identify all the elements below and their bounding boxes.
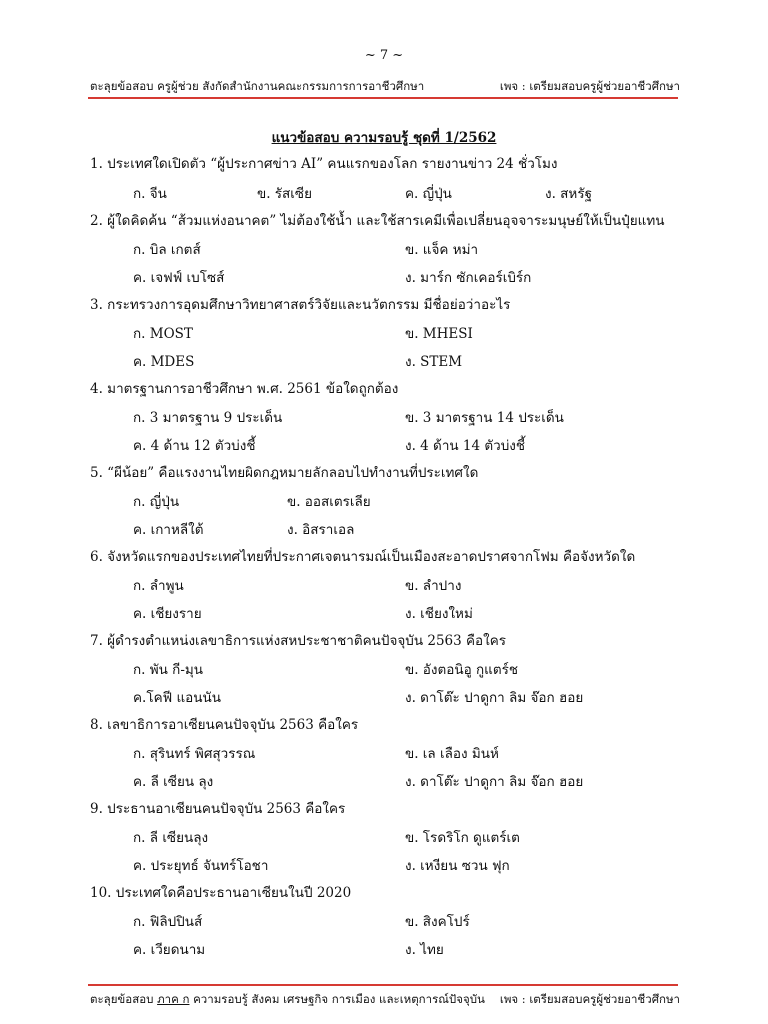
answer-option: ข. อังตอนิอู กูแตร์ช	[405, 662, 519, 678]
question-text: 5. “ผีน้อย” คือแรงงานไทยผิดกฎหมายลักลอบไปทำงานที่ประเทศใด	[90, 465, 479, 481]
answer-option: ง. มาร์ก ซักเคอร์เบิร์ก	[405, 270, 532, 286]
question-text: 8. เลขาธิการอาเซียนคนปัจจุบัน 2563 คือใคร	[90, 717, 359, 733]
question-text: 3. กระทรวงการอุดมศึกษาวิทยาศาสตร์วิจัยและนวัตกรรม มีชื่อย่อว่าอะไร	[90, 297, 511, 313]
question-text: 6. จังหวัดแรกของประเทศไทยที่ประกาศเจตนารมณ์เป็นเมืองสะอาดปราศจากโฟม คือจังหวัดใด	[90, 549, 636, 565]
answer-option: ก. จีน	[133, 186, 167, 202]
answer-option: ข. สิงคโปร์	[405, 914, 470, 930]
answer-option: ก. ฟิลิปปินส์	[133, 914, 203, 930]
footer-suffix: ความรอบรู้ สังคม เศรษฐกิจ การเมือง และเหตุการณ์ปัจจุบัน	[189, 992, 485, 1006]
answer-option: ค.โคฟี แอนนัน	[133, 690, 221, 706]
header-left-text: ตะลุยข้อสอบ ครูผู้ช่วย สังกัดสำนักงานคณะกรรมการการอาชีวศึกษา	[90, 79, 425, 93]
answer-option: ง. เชียงใหม่	[405, 606, 473, 622]
footer-part-label: ภาค ก	[157, 992, 190, 1006]
answer-option: ง. ไทย	[405, 942, 444, 958]
answer-option: ก. ญี่ปุ่น	[133, 494, 180, 510]
question-text: 9. ประธานอาเซียนคนปัจจุบัน 2563 คือใคร	[90, 801, 346, 817]
answer-option: ค. เชียงราย	[133, 606, 202, 622]
answer-option: ก. สุรินทร์ พิศสุวรรณ	[133, 746, 256, 762]
answer-option: ง. 4 ด้าน 14 ตัวบ่งชี้	[405, 438, 526, 454]
answer-option: ข. โรดริโก ดูแตร์เต	[405, 830, 520, 846]
answer-option: ข. MHESI	[405, 326, 473, 342]
answer-option: ง. อิสราเอล	[287, 522, 355, 538]
answer-option: ก. บิล เกตส์	[133, 242, 201, 258]
answer-option: ค. เวียดนาม	[133, 942, 206, 958]
answer-option: ข. ลำปาง	[405, 578, 462, 594]
answer-option: ง. ดาโต๊ะ ปาดูกา ลิม จ๊อก ฮอย	[405, 774, 584, 790]
answer-option: ก. ลำพูน	[133, 578, 184, 594]
header-right-text: เพจ : เตรียมสอบครูผู้ช่วยอาชีวศึกษา	[499, 79, 680, 93]
answer-option: ข. เล เลือง มินห์	[405, 746, 499, 762]
question-text: 10. ประเทศใดคือประธานอาเซียนในปี 2020	[90, 885, 352, 901]
answer-option: ข. รัสเซีย	[257, 186, 312, 202]
answer-option: ค. เจฟฟ์ เบโซส์	[133, 270, 225, 286]
question-text: 7. ผู้ดำรงตำแหน่งเลขาธิการแห่งสหประชาชาติคนปัจจุบัน 2563 คือใคร	[90, 633, 507, 649]
answer-option: ค. ลี เซียน ลุง	[133, 774, 214, 790]
document-title: แนวข้อสอบ ความรอบรู้ ชุดที่ 1/2562	[271, 130, 497, 146]
answer-option: ค. ญี่ปุ่น	[405, 186, 452, 202]
answer-option: ง. STEM	[405, 354, 463, 370]
question-text: 1. ประเทศใดเปิดตัว “ผู้ประกาศข่าว AI” คนแรกของโลก รายงานข่าว 24 ชั่วโมง	[90, 156, 558, 172]
footer-prefix: ตะลุยข้อสอบ	[90, 992, 158, 1006]
answer-option: ค. MDES	[133, 354, 195, 370]
question-text: 2. ผู้ใดคิดค้น “ส้วมแห่งอนาคต” ไม่ต้องใช้น้ำ และใช้สารเคมีเพื่อเปลี่ยนอุจจาระมนุษย์ให้เป็นปุ๋ยแทน	[90, 213, 665, 229]
answer-option: ง. ดาโต๊ะ ปาดูกา ลิม จ๊อก ฮอย	[405, 690, 584, 706]
answer-option: ข. 3 มาตรฐาน 14 ประเด็น	[405, 410, 564, 426]
answer-option: ค. เกาหลีใต้	[133, 522, 204, 538]
question-text: 4. มาตรฐานการอาชีวศึกษา พ.ศ. 2561 ข้อใดถูกต้อง	[90, 381, 399, 397]
answer-option: ข. ออสเตรเลีย	[287, 494, 371, 510]
answer-option: ก. พัน กี-มุน	[133, 662, 204, 678]
footer-right-text: เพจ : เตรียมสอบครูผู้ช่วยอาชีวศึกษา	[499, 992, 680, 1006]
page-number: ~ 7 ~	[364, 48, 404, 63]
answer-option: ก. 3 มาตรฐาน 9 ประเด็น	[133, 410, 283, 426]
answer-option: ง. สหรัฐ	[545, 186, 593, 202]
footer-left-text	[90, 991, 485, 1009]
answer-option: ค. ประยุทธ์ จันทร์โอชา	[133, 858, 269, 874]
answer-option: ก. MOST	[133, 326, 193, 342]
answer-option: ง. เหงียน ซวน ฟุก	[405, 858, 510, 874]
footer-divider	[88, 984, 678, 986]
answer-option: ก. ลี เซียนลุง	[133, 830, 209, 846]
answer-option: ค. 4 ด้าน 12 ตัวบ่งชี้	[133, 438, 256, 454]
answer-option: ข. แจ็ค หม่า	[405, 242, 479, 258]
